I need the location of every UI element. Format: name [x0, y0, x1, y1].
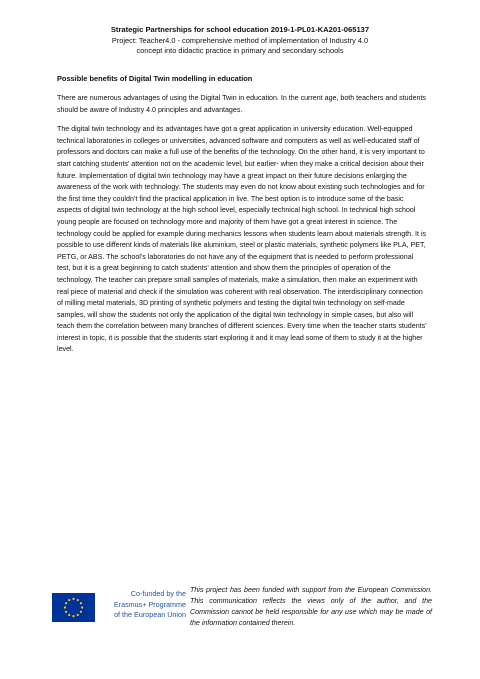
eu-flag-star — [80, 611, 82, 613]
eu-flag-star — [72, 598, 74, 600]
eu-flag-star — [65, 611, 67, 613]
eu-flag-star — [68, 599, 70, 601]
eu-flag-star — [72, 615, 74, 617]
header-project-line-2: concept into didactic practice in primary and secondary schools — [136, 45, 344, 55]
document-header — [0, 25, 480, 56]
eu-label-line-3: of the European Union — [114, 610, 186, 620]
eu-label-line-2: Erasmus+ Programme — [113, 599, 186, 609]
eu-flag-star — [81, 606, 83, 608]
paragraph-intro: There are numerous advantages of using the Digital Twin in education. In the current age, both teachers and students should be aware of Industry 4.0 principles and advantages. — [57, 94, 426, 114]
eu-flag-star — [65, 602, 67, 604]
header-project-line-1: Project: Teacher4.0 - comprehensive method of implementation of Industry 4.0 — [111, 35, 369, 45]
eu-flag-icon — [52, 593, 95, 622]
header-title: Strategic Partnerships for school education 2019-1-PL01-KA201-065137 — [110, 25, 370, 34]
main-content — [57, 74, 427, 364]
eu-flag-star — [77, 614, 79, 616]
footer — [52, 585, 432, 630]
paragraph-body: The digital twin technology and its advantages have got a great application in university education. Well-equipped technical laboratories in colleges or universities, advanced software and computers as well as well-educated staff of professors and doctors can make a full use of the benefits of the technology. On the other hand, it is very important to start catching students’ attention not on the academic level, but earlier- when they make a critical decision about their future. Implementation of digital twin technology may have a great impact on their future decisions enlarging the awareness of the work with technology. The students may even do not know about existing such technologies and for the first time they couldn’t find the practical application in live. The best option is to introduce some of the basic aspects of digital twin technology at the high school level, especially technical high school. In technical high school young people are focused on technology more and majority of them have got a great interest in science. The technology could be applied for example during mechanics lessons when students learn about materials strength. It is possible to use different kinds of materials like aluminium, steel or plastic materials, synthetic polymers like PLA, PET, PETG, or ABS. The school’s laboratories do not have any of the equipment that is needed to perform professional test, but it is a great beginning to catch students’ attention and show them the principles of operation of the technology. The teacher can prepare small samples of materials, make a simulation, then make an experiment with real piece of material and check if the simulation was coherent with real observation. The interdisciplinary connection of milling metal materials, 3D printing of synthetic polymers and testing the digital twin technology on self-made samples, will show the students not only the application of the digital twin technology in simple cases, but also will teach them the correlation between many branches of different sciences. Every time when the teacher starts students’ interest in topic, it is possible that the students start exploring it and it may lead some of them to study it at the higher level. — [57, 125, 427, 354]
eu-flag-star — [77, 599, 79, 601]
eu-cofunding-label — [98, 589, 186, 621]
section-heading: Possible benefits of Digital Twin modelling in education — [57, 74, 253, 83]
eu-label-line-1: Co-funded by the — [130, 589, 186, 598]
funding-disclaimer: This project has been funded with support from the European Commission. This communication reflects the views only of the author, and the Commission cannot be held responsible for any use which may be made of the information contained therein. — [190, 586, 432, 628]
eu-flag-stars — [52, 593, 95, 622]
eu-flag-star — [64, 606, 66, 608]
eu-flag-star — [68, 614, 70, 616]
eu-flag-star — [80, 602, 82, 604]
